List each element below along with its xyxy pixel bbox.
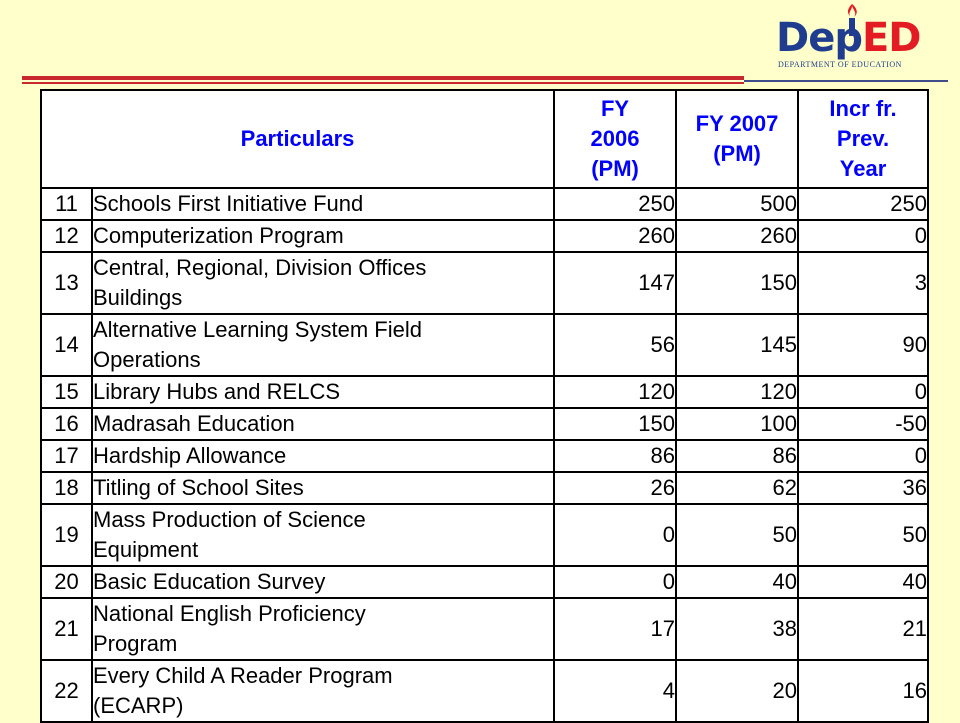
row-fy2007: 38 bbox=[676, 598, 798, 660]
row-fy2007: 100 bbox=[676, 408, 798, 440]
row-number: 20 bbox=[41, 566, 92, 598]
row-number: 13 bbox=[41, 252, 92, 314]
header-fy2006: FY 2006 (PM) bbox=[554, 90, 676, 188]
row-particular: Alternative Learning System Field Operations bbox=[92, 314, 554, 376]
row-fy2006: 260 bbox=[554, 220, 676, 252]
table-body bbox=[41, 188, 928, 722]
row-incr: 50 bbox=[798, 504, 928, 566]
row-number: 12 bbox=[41, 220, 92, 252]
row-fy2006: 0 bbox=[554, 504, 676, 566]
header-fy2007: FY 2007 (PM) bbox=[676, 90, 798, 188]
row-fy2007: 86 bbox=[676, 440, 798, 472]
row-particular: Mass Production of Science Equipment bbox=[92, 504, 554, 566]
row-particular: Central, Regional, Division Offices Buildings bbox=[92, 252, 554, 314]
row-number: 19 bbox=[41, 504, 92, 566]
header-incr: Incr fr. Prev. Year bbox=[798, 90, 928, 188]
row-number: 18 bbox=[41, 472, 92, 504]
row-fy2006: 56 bbox=[554, 314, 676, 376]
row-incr: 90 bbox=[798, 314, 928, 376]
row-fy2006: 250 bbox=[554, 188, 676, 220]
table-row bbox=[41, 408, 928, 440]
row-fy2006: 4 bbox=[554, 660, 676, 722]
row-number: 16 bbox=[41, 408, 92, 440]
row-incr: 0 bbox=[798, 440, 928, 472]
table-row bbox=[41, 472, 928, 504]
row-number: 14 bbox=[41, 314, 92, 376]
table-row bbox=[41, 252, 928, 314]
row-fy2007: 50 bbox=[676, 504, 798, 566]
row-number: 22 bbox=[41, 660, 92, 722]
logo-subtitle: DEPARTMENT OF EDUCATION bbox=[778, 60, 902, 69]
row-particular: Basic Education Survey bbox=[92, 566, 554, 598]
row-incr: 36 bbox=[798, 472, 928, 504]
table-row bbox=[41, 504, 928, 566]
row-incr: 250 bbox=[798, 188, 928, 220]
row-fy2007: 40 bbox=[676, 566, 798, 598]
table-row bbox=[41, 220, 928, 252]
row-number: 11 bbox=[41, 188, 92, 220]
row-particular: Computerization Program bbox=[92, 220, 554, 252]
row-incr: 0 bbox=[798, 220, 928, 252]
row-fy2006: 0 bbox=[554, 566, 676, 598]
header-particulars: Particulars bbox=[41, 90, 554, 188]
row-fy2007: 62 bbox=[676, 472, 798, 504]
row-fy2006: 120 bbox=[554, 376, 676, 408]
header-rule-blue bbox=[744, 80, 948, 82]
table-row bbox=[41, 314, 928, 376]
row-fy2007: 120 bbox=[676, 376, 798, 408]
row-particular: Library Hubs and RELCS bbox=[92, 376, 554, 408]
row-fy2007: 20 bbox=[676, 660, 798, 722]
logo-wordmark: DepED bbox=[776, 15, 921, 61]
table-row bbox=[41, 376, 928, 408]
row-incr: 40 bbox=[798, 566, 928, 598]
row-fy2007: 500 bbox=[676, 188, 798, 220]
row-incr: -50 bbox=[798, 408, 928, 440]
row-particular: Madrasah Education bbox=[92, 408, 554, 440]
row-fy2006: 86 bbox=[554, 440, 676, 472]
table-row bbox=[41, 188, 928, 220]
row-fy2006: 26 bbox=[554, 472, 676, 504]
row-particular: National English Proficiency Program bbox=[92, 598, 554, 660]
budget-table bbox=[40, 89, 929, 723]
row-fy2007: 145 bbox=[676, 314, 798, 376]
row-fy2007: 260 bbox=[676, 220, 798, 252]
row-particular: Every Child A Reader Program (ECARP) bbox=[92, 660, 554, 722]
table-header-row bbox=[41, 90, 928, 188]
deped-logo bbox=[776, 2, 956, 74]
row-incr: 0 bbox=[798, 376, 928, 408]
row-incr: 21 bbox=[798, 598, 928, 660]
row-fy2007: 150 bbox=[676, 252, 798, 314]
row-incr: 16 bbox=[798, 660, 928, 722]
row-number: 17 bbox=[41, 440, 92, 472]
row-number: 15 bbox=[41, 376, 92, 408]
header-rule-red-thin bbox=[22, 82, 744, 84]
row-particular: Titling of School Sites bbox=[92, 472, 554, 504]
row-particular: Hardship Allowance bbox=[92, 440, 554, 472]
table-row bbox=[41, 598, 928, 660]
row-fy2006: 147 bbox=[554, 252, 676, 314]
row-fy2006: 150 bbox=[554, 408, 676, 440]
row-number: 21 bbox=[41, 598, 92, 660]
table-row bbox=[41, 440, 928, 472]
table-row bbox=[41, 660, 928, 722]
row-incr: 3 bbox=[798, 252, 928, 314]
header-rule-red bbox=[22, 76, 744, 80]
row-fy2006: 17 bbox=[554, 598, 676, 660]
table-row bbox=[41, 566, 928, 598]
row-particular: Schools First Initiative Fund bbox=[92, 188, 554, 220]
